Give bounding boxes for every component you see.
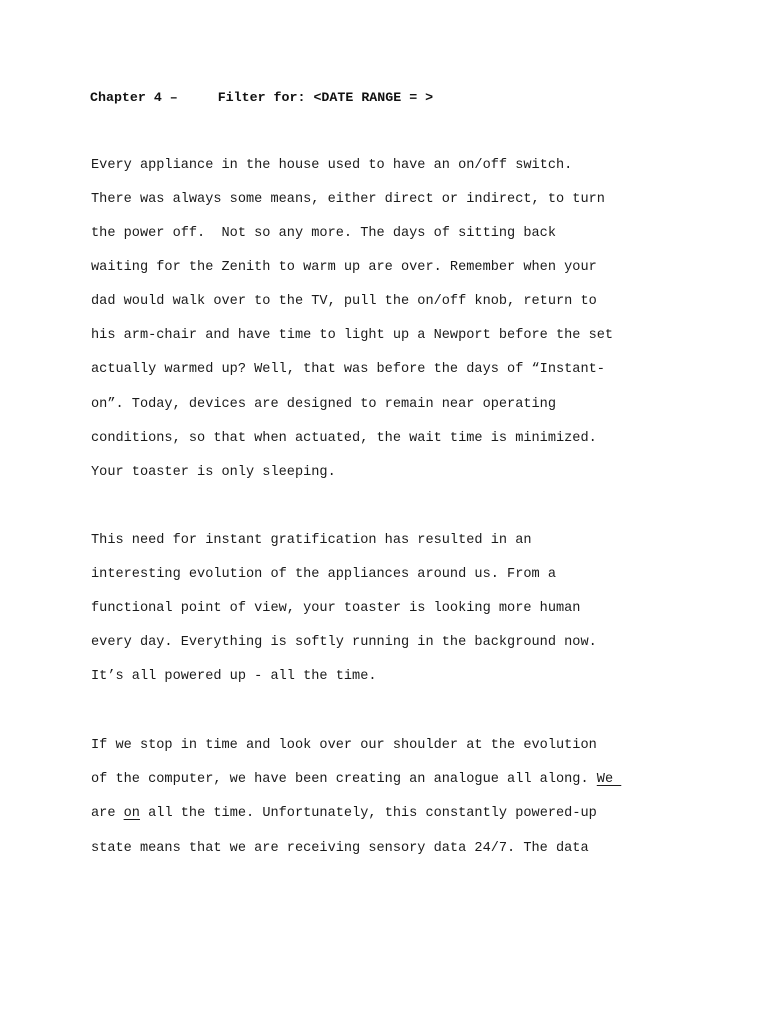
text-line [91, 805, 597, 823]
text-line: actually warmed up? Well, that was before the days of “Instant- [91, 362, 605, 377]
chapter-heading [90, 89, 433, 107]
text-line: Every appliance in the house used to have an on/off switch. [91, 158, 573, 173]
text-line: conditions, so that when actuated, the wait time is minimized. [91, 431, 597, 446]
text-line: waiting for the Zenith to warm up are over. Remember when your [91, 260, 597, 275]
text-line: functional point of view, your toaster is looking more human [91, 601, 581, 616]
text-line: state means that we are receiving sensory data 24/7. The data [91, 841, 589, 856]
underlined-we: We [596, 772, 622, 787]
filter-label: Filter for: <DATE RANGE = > [217, 90, 434, 105]
text-line: If we stop in time and look over our shoulder at the evolution [91, 738, 597, 753]
text-line: This need for instant gratification has resulted in an [91, 533, 532, 548]
text-line: on”. Today, devices are designed to remain near operating [91, 397, 556, 412]
underlined-on: on [123, 806, 140, 821]
text-line: Your toaster is only sleeping. [91, 465, 336, 480]
text-line: interesting evolution of the appliances around us. From a [91, 567, 556, 582]
text-line [91, 771, 621, 789]
text-segment: all the time. Unfortunately, this constantly powered-up [139, 806, 597, 821]
text-line: his arm-chair and have time to light up a Newport before the set [91, 328, 614, 343]
text-line: It’s all powered up - all the time. [91, 669, 377, 684]
text-segment: are [91, 806, 124, 821]
chapter-label: Chapter 4 – [90, 90, 178, 105]
text-line: every day. Everything is softly running in the background now. [91, 635, 597, 650]
text-line: the power off. Not so any more. The days of sitting back [91, 226, 556, 241]
text-segment: of the computer, we have been creating an analogue all along. [91, 772, 597, 787]
text-line: dad would walk over to the TV, pull the on/off knob, return to [91, 294, 597, 309]
text-line: There was always some means, either direct or indirect, to turn [91, 192, 605, 207]
